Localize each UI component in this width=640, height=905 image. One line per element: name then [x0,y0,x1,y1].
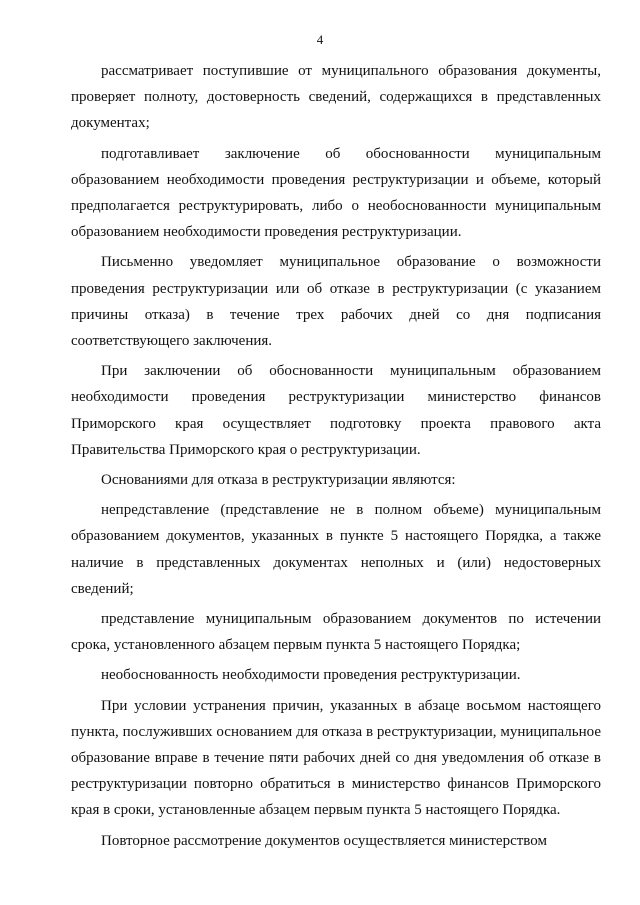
paragraph-legal-act: При заключении об обоснованности муниципальным образованием необходимости проведения реструктуризации министерство финансов Приморского края осуществляет подготовку проекта правового акта Правительства Приморского края о реструктуризации. [71,363,601,458]
paragraph-refusal-ground-2: представление муниципальным образованием документов по истечении срока, установленного абзацем первым пункта 5 настоящего Порядка; [71,611,601,654]
paragraph-reapplication: При условии устранения причин, указанных в абзаце восьмом настоящего пункта, послуживших основанием для отказа в реструктуризации, муниципальное образование вправе в течение пяти рабочих дней со дня уведомления об отказе в реструктуризации повторно обратиться в министерство финансов Приморского края в сроки, установленные абзацем первым пункта 5 настоящего Порядка. [71,697,601,819]
document-body [71,58,601,858]
paragraph-refusal-ground-1: непредставление (представление не в полном объеме) муниципальным образованием документов, указанных в пункте 5 настоящего Порядка, а также наличие в представленных документах неполных и (или) недостоверных сведений; [71,502,601,597]
paragraph-written-notice: Письменно уведомляет муниципальное образование о возможности проведения реструктуризации или об отказе в реструктуризации (с указанием причины отказа) в течение трех рабочих дней со дня подписания соответствующего заключения. [71,254,601,350]
page-number: 4 [316,32,324,47]
paragraph-refusal-grounds-heading: Основаниями для отказа в реструктуризации являются: [101,472,456,489]
paragraph-refusal-ground-3: необоснованность необходимости проведения реструктуризации. [101,667,521,684]
paragraph-review-documents: рассматривает поступившие от муниципального образования документы, проверяет полноту, достоверность сведений, содержащихся в представленных документах; [71,63,601,132]
paragraph-prepare-conclusion: подготавливает заключение об обоснованности муниципальным образованием необходимости проведения реструктуризации и объеме, который предполагается реструктурировать, либо о необоснованности муниципальным образованием необходимости проведения реструктуризации. [71,145,601,241]
paragraph-repeat-review: Повторное рассмотрение документов осуществляется министерством [101,832,547,849]
